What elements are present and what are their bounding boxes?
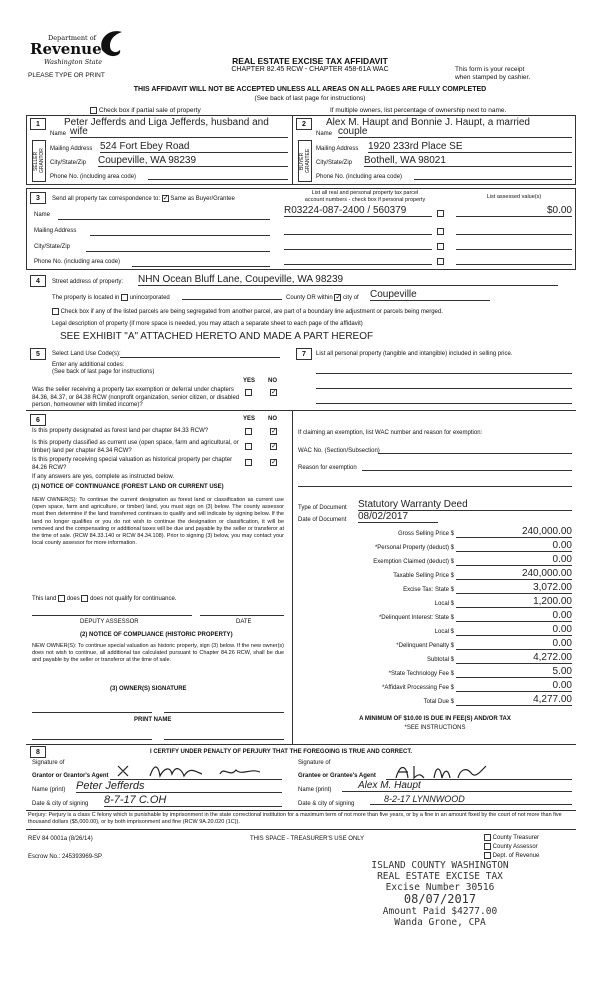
s3-mailing-label: Mailing Address [34,228,77,234]
form-number: REV 84 0001a (8/26/14) [28,836,93,842]
buyer-mailing-label: Mailing Address [316,146,359,152]
land-use-label: Select Land Use Code(s): [52,351,121,357]
seller-side-text: SELLER GRANTOR [33,148,45,174]
warning-banner: THIS AFFIDAVIT WILL NOT BE ACCEPTED UNLESS ALL AREAS ON ALL PAGES ARE FULLY COMPLETED [133,86,487,93]
notice-1-title: (1) NOTICE OF CONTINUANCE (FOREST LAND OR CURRENT USE) [32,484,224,490]
section-3-number: 3 [30,192,46,204]
street-label: Street address of property: [52,279,124,285]
tax-label: Taxable Selling Price $ [393,573,454,579]
same-as-buyer-checkbox[interactable]: ✓ [162,195,169,202]
s6-q1-no-checkbox[interactable]: ✓ [271,428,277,435]
seller-city: Coupeville, WA 98239 [98,155,288,167]
unincorporated-checkbox[interactable] [121,294,128,301]
s6-q3-no-checkbox[interactable]: ✓ [271,459,277,466]
assessed-3-field[interactable] [456,242,572,250]
street-address: NHN Ocean Bluff Lane, Coupeville, WA 98239 [138,274,558,286]
assessed-4-field[interactable] [456,257,572,265]
s6-q1: Is this property designated as forest land per chapter 84.33 RCW? [32,428,209,434]
wac-label: WAC No. (Section/Subsection) [298,448,380,454]
segregated-row [52,308,443,315]
certify-text: I CERTIFY UNDER PENALTY OF PERJURY THAT THE FOREGOING IS TRUE AND CORRECT. [150,749,413,755]
reason-label: Reason for exemption [298,465,357,471]
grantor-date-label: Date & city of signing [32,801,89,807]
tax-value: 1,200.00 [456,596,572,608]
tax-row [298,666,572,680]
s6-q2: Is this property classified as current use (open space, farm and agricultural, or timber) land per chapter 84.34 RCW? [32,440,239,454]
within-row [286,294,359,301]
print-name-line-2[interactable] [164,732,284,740]
receipt-note-1: This form is your receipt [455,66,525,73]
grantor-name-label: Name (print) [32,787,66,793]
county-treasurer-row [484,834,539,841]
assessed-2-field[interactable] [456,227,572,235]
parcel-header-1: List all real and personal property tax parcel [311,190,419,196]
does-label: does [66,596,80,603]
notice-2-title: (2) NOTICE OF COMPLIANCE (HISTORIC PROPERTY) [80,632,233,638]
doc-date: 08/02/2017 [358,511,438,523]
owner-sig-line-1[interactable] [32,705,152,713]
tax-label: Exemption Claimed (deduct) $ [373,559,454,565]
tax-row [298,568,572,582]
parcel-3-field[interactable] [284,242,432,250]
s5-yes: YES [243,378,256,384]
print-name-label: PRINT NAME [134,717,172,723]
grantor-sig-of: Signature of [32,760,65,766]
tax-value: 0.00 [456,554,572,566]
doc-date-label: Date of Document [298,517,347,523]
tax-value: 240,000.00 [456,526,572,538]
stamp-line-6: Wanda Grone, CPA [394,917,486,928]
buyer-side-text: BUYER GRANTEE [299,148,311,174]
tax-label: Local $ [434,629,454,635]
cashier-stamp [340,860,540,928]
grantee-date-city: 8-2-17 LYNNWOOD [370,794,572,805]
county-treasurer-label: County Treasurer [492,835,540,842]
city-of-label: city of [343,295,359,302]
stamp-line-1: ISLAND COUNTY WASHINGTON [371,860,509,871]
tax-row [298,694,572,708]
grantee-date-label: Date & city of signing [298,801,355,807]
perjury-text: Perjury: Perjury is a class C felony which is punishable by imprisonment in the state correctional institution for a maximum term of not more than five years, or by a fine in an amount fixed by the court of not more than five thousand dollars ($5,000.00), or by both imprisonment and fine (RCW 9A.20.020 (1C)). [28,812,562,826]
s3-city-label: City/State/Zip [34,244,71,250]
this-land-label: This land [32,596,57,603]
buyer-phone-field[interactable] [414,172,572,180]
receipt-note-2: when stamped by cashier. [455,74,531,81]
reason-field-2[interactable] [298,479,572,487]
tax-label: *Affidavit Processing Fee $ [382,685,454,691]
does-not-label: does not qualify for continuance. [90,596,177,603]
county-assessor-checkbox[interactable] [484,843,491,850]
assessor-date-line[interactable] [200,608,284,616]
reason-field-1[interactable] [362,463,572,471]
parcel-number: R03224-087-2400 / 560379 [284,205,432,217]
deputy-assessor-label: DEPUTY ASSESSOR [80,619,139,625]
tax-table [298,526,572,708]
see-instructions: *SEE INSTRUCTIONS [404,725,466,731]
print-name-line-1[interactable] [32,732,152,740]
parcel-2-field[interactable] [284,227,432,235]
s6-yes: YES [243,416,256,422]
revenue-logo [26,30,130,70]
grantee-name-label: Name (print) [298,787,332,793]
personal-property-label: List all personal property (tangible and intangible) included in selling price. [316,351,513,357]
dept-revenue-checkbox[interactable] [484,852,491,859]
s5-no-checkbox[interactable]: ✓ [271,389,277,396]
tax-value: 0.00 [456,540,572,552]
tax-row [298,652,572,666]
seller-side-label [32,140,46,182]
s5-no: NO [268,378,277,384]
tax-label: *State Technology Fee $ [388,671,454,677]
seller-name-line1: Peter Jefferds and Liga Jefferds, husband and [64,117,269,128]
divider-footer [26,829,576,830]
parcel-header-2: account numbers - check box if personal property [304,197,426,203]
logo-dept-of: Department of [48,34,97,42]
grantee-name-print: Alex M. Haupt [342,780,572,792]
parcel-3-personal-checkbox[interactable] [437,243,444,250]
s3-phone-field[interactable] [132,259,270,267]
tax-row [298,526,572,540]
dept-revenue-row [484,852,539,859]
s3-name-field[interactable] [58,212,270,220]
seller-name-label: Name [50,131,67,137]
tax-value: 4,272.00 [456,652,572,664]
county-treasurer-checkbox[interactable] [484,834,491,841]
form-title: REAL ESTATE EXCISE TAX AFFIDAVIT [232,56,388,66]
deputy-assessor-line[interactable] [32,608,192,616]
doc-type-label: Type of Document [298,505,347,511]
buyer-city: Bothell, WA 98021 [364,155,572,167]
form-chapter: CHAPTER 82.45 RCW - CHAPTER 458-61A WAC [231,66,389,73]
please-type: PLEASE TYPE OR PRINT [28,72,105,79]
logo-revenue: Revenue [30,40,102,58]
partial-sale-row [90,107,201,114]
section-5-number: 5 [30,348,46,360]
tax-value: 0.00 [456,624,572,636]
escrow-number: Escrow No.: 245393969-SP [28,854,103,860]
county-field[interactable] [182,292,282,300]
tax-label: *Delinquent Interest: State $ [378,615,454,621]
minimum-note: A MINIMUM OF $10.00 IS DUE IN FEE(S) AND/OR TAX [359,716,511,722]
county-assessor-label: County Assessor [492,844,538,851]
seller-city-label: City/State/Zip [50,160,87,166]
tax-label: Gross Selling Price $ [397,531,454,537]
parcel-4-personal-checkbox[interactable] [437,258,444,265]
tax-value: 0.00 [456,680,572,692]
county-assessor-row [484,843,538,850]
property-city: Coupeville [370,289,490,301]
tax-row [298,638,572,652]
tax-row [298,582,572,596]
wa-swirl-icon [96,28,128,58]
located-label: The property is located in [52,295,120,302]
tax-label: *Delinquent Penalty $ [396,643,454,649]
stamp-line-2: REAL ESTATE EXCISE TAX [377,871,503,882]
tax-label: Subtotal $ [426,657,454,663]
s6-q2-no-checkbox[interactable]: ✓ [271,443,277,450]
grantee-signature-scribble [386,762,570,782]
personal-property-line-2[interactable] [316,381,572,389]
personal-property-line-1[interactable] [316,366,572,374]
parcel-1-personal-checkbox[interactable] [437,210,444,217]
buyer-side-label [298,140,312,182]
s6-q2-yes-checkbox[interactable] [245,443,252,450]
buyer-name-label: Name [316,131,333,137]
exemption-label: If claiming an exemption, list WAC number and reason for exemption: [298,430,483,436]
buyer-mailing: 1920 233rd Place SE [368,141,572,153]
stamp-line-4: 08/07/2017 [403,892,477,906]
exemption-question: Was the seller receiving a property tax exemption or deferral under chapters 84.36, 84.37, or 84.38 RCW (nonprofit organization, senior citizen, or disabled person, homeowner with limited income)? [32,387,240,408]
send-correspondence-label: Send all property tax correspondence to: [52,196,161,203]
s6-q3-yes-checkbox[interactable] [245,459,252,466]
send-correspondence [52,195,235,202]
s6-no: NO [268,416,277,422]
additional-codes: Enter any additional codes: [52,362,125,368]
tax-value: 4,277.00 [456,694,572,706]
dept-revenue-label: Dept. of Revenue [492,853,540,860]
tax-row [298,624,572,638]
legal-desc-label: Legal description of property (if more space is needed, you may attach a separate sheet to each page of the affidavit) [52,321,363,327]
s3-phone-label: Phone No. (including area code) [34,259,121,265]
section-8-number: 8 [30,746,46,758]
same-as-buyer-label: Same as Buyer/Grantee [170,196,235,203]
exhibit-text: SEE EXHIBIT "A" ATTACHED HERETO AND MADE A PART HEREOF [60,331,374,342]
unincorporated-label: unincorporated [129,295,170,302]
parcel-2-personal-checkbox[interactable] [437,228,444,235]
logo-state: Washington State [44,58,103,66]
stamp-line-5: Amount Paid $4277.00 [382,906,498,917]
divider-5-6 [26,410,576,411]
continuance-row [32,595,176,602]
parcel-4-field[interactable] [284,257,432,265]
buyer-city-label: City/State/Zip [316,160,353,166]
s3-name-label: Name [34,212,51,218]
segregated-checkbox[interactable] [52,308,59,315]
buyer-name-line2: couple [338,126,572,138]
seller-mailing-label: Mailing Address [50,146,93,152]
partial-sale-checkbox[interactable] [90,107,97,114]
grantor-name-print: Peter Jefferds [76,780,282,793]
grantee-signature[interactable] [386,762,572,780]
stamp-line-3: Excise Number 30516 [385,882,495,893]
date-label: DATE [236,619,252,625]
s6-q1-yes-checkbox[interactable] [245,428,252,435]
seller-mailing: 524 Fort Ebey Road [100,141,288,153]
s5-yes-checkbox[interactable] [245,389,252,396]
s6-q3: Is this property receiving special valuation as historical property per chapter 84.26 RCW? [32,457,233,471]
assessed-value: $0.00 [456,205,572,217]
tax-row [298,554,572,568]
tax-label: Excise Tax: State $ [403,587,454,593]
tax-value: 0.00 [456,638,572,650]
notice-1-text: NEW OWNER(S): To continue the current designation as forest land or classification as current use (open space, farm and agriculture, or timber) land, you must sign on (3) below. The county assessor must then determine if the land transferred continues to qualify and will indicate by signing below. If the land no longer qualifies or you do not wish to continue the designation or classification, it will be removed and the compensating or additional taxes will be due and payable by the seller or transferor at the time of sale. (RCW 84.33.140 or RCW 84.34.108). Prior to signing (3) below, you may contact your local county assessor for more information. [32,497,284,547]
seller-phone-field[interactable] [148,172,288,180]
tax-value: 240,000.00 [456,568,572,580]
section-1-number: 1 [30,118,46,130]
tax-row [298,610,572,624]
owner-sig-line-2[interactable] [164,705,284,713]
grantee-agent-label: Grantee or Grantee's Agent [298,773,376,779]
tax-row [298,680,572,694]
tax-value: 3,072.00 [456,582,572,594]
does-checkbox[interactable] [58,595,65,602]
city-checkbox[interactable]: ✓ [335,294,342,301]
wac-field[interactable] [378,446,572,454]
land-use-field[interactable] [120,350,280,358]
buyer-name-line1: Alex M. Haupt and Bonnie J. Haupt, a married [326,117,530,128]
located-row [52,294,170,301]
divider-perjury [26,810,576,811]
tax-label: Local $ [434,601,454,607]
seller-name-line2: wife [70,126,288,138]
grantor-signature[interactable] [110,762,282,780]
assessed-header: List assessed value(s) [486,194,542,200]
tax-label: Total Due $ [423,699,454,705]
personal-property-line-3[interactable] [316,396,572,404]
land-use-see-back: (See back of last page for instructions) [52,369,155,375]
divider-8 [26,744,576,745]
partial-sale-label: Check box if partial sale of property [98,107,201,115]
grantor-date-city: 8-7-17 C.OH [104,794,282,807]
owner-sig-label: (3) OWNER(S) SIGNATURE [110,686,187,692]
tax-row [298,540,572,554]
s3-mailing-field[interactable] [90,228,270,236]
if-yes-note: If any answers are yes, complete as instructed below. [32,474,175,480]
buyer-phone-label: Phone No. (including area code) [316,174,403,180]
s3-city-field[interactable] [86,244,270,252]
county-or-within: County OR within [286,295,333,302]
treasurer-space: THIS SPACE - TREASURER'S USE ONLY [250,836,365,842]
does-not-checkbox[interactable] [81,595,88,602]
tax-row [298,596,572,610]
divider-6-7 [292,410,293,744]
doc-type: Statutory Warranty Deed [358,499,572,511]
tax-label: *Personal Property (deduct) $ [374,545,454,551]
multiple-owners-note: If multiple owners, list percentage of ownership next to name. [330,107,507,114]
seller-phone-label: Phone No. (including area code) [50,174,137,180]
tax-value: 0.00 [456,610,572,622]
section-2-number: 2 [296,118,312,130]
section-4-number: 4 [30,275,46,287]
segregated-label: Check box if any of the listed parcels are being segregated from another parcel, are part of a boundary line adjustment or parcels being merged. [60,309,443,316]
see-back-note: (See back of last page for instructions) [254,95,366,102]
notice-2-text: NEW OWNER(S): To continue special valuation as historic property, sign (3) below. If the new owner(s) does not wish to continue, all additional tax calculated pursuant to Chapter 84.26 RCW, shall be due and payable by the seller or transferor at the time of sale. [32,643,284,664]
grantor-signature-scribble [110,762,280,782]
grantor-agent-label: Grantor or Grantor's Agent [32,773,109,779]
divider-1-2 [292,115,293,185]
tax-value: 5.00 [456,666,572,678]
grantee-sig-of: Signature of [298,760,331,766]
section-6-number: 6 [30,414,46,426]
section-7-number: 7 [296,348,312,360]
